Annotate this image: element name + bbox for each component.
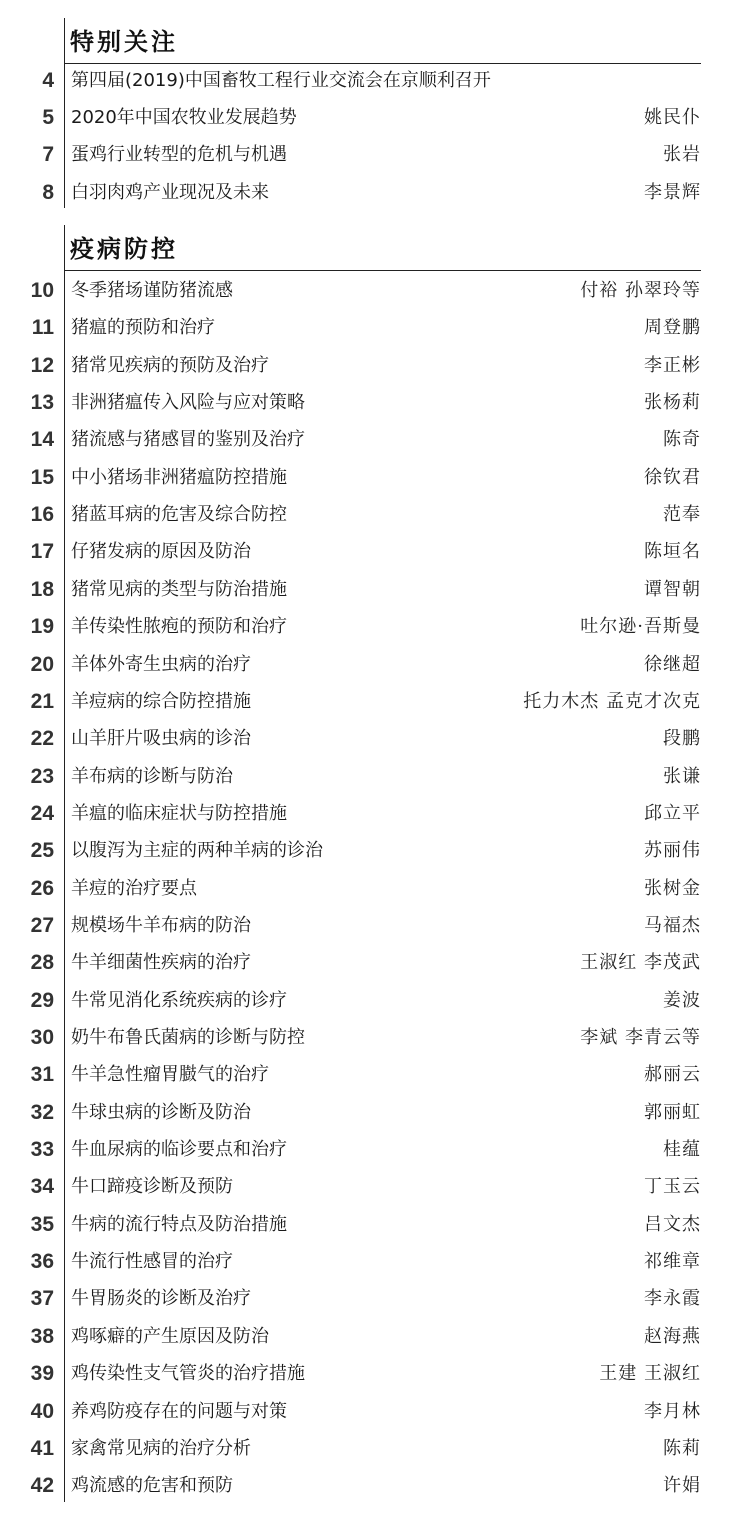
article-title: 非洲猪瘟传入风险与应对策略 [71, 392, 305, 414]
article-title: 山羊肝片吸虫病的诊治 [71, 728, 251, 750]
page-number: 28 [30, 951, 54, 975]
article-title: 第四届(2019)中国畜牧工程行业交流会在京顺利召开 [71, 70, 491, 91]
section-title: 特别关注 [70, 28, 178, 56]
article-author: 张岩 [663, 144, 701, 166]
toc-entry[interactable] [0, 1244, 729, 1281]
article-author: 许娟 [663, 1475, 701, 1497]
toc-entry[interactable] [0, 100, 729, 137]
toc-entry[interactable] [0, 1319, 729, 1356]
article-title: 牛羊急性瘤胃臌气的治疗 [71, 1064, 269, 1086]
toc-entry[interactable] [0, 1356, 729, 1393]
article-author: 桂蕴 [663, 1139, 701, 1161]
toc-entry[interactable] [0, 385, 729, 422]
toc-entry[interactable] [0, 721, 729, 758]
article-author: 陈莉 [663, 1437, 701, 1459]
page-number: 25 [30, 839, 54, 863]
toc-entry[interactable] [0, 796, 729, 833]
page-number: 10 [30, 279, 54, 302]
article-author: 陈奇 [663, 429, 701, 451]
article-title: 羊布病的诊断与防治 [71, 765, 233, 787]
toc-entry[interactable] [0, 63, 729, 100]
page-number: 21 [30, 689, 54, 713]
section-title: 疫病防控 [70, 235, 178, 263]
article-author: 吐尔逊·吾斯曼 [580, 616, 701, 638]
article-author: 陈垣名 [644, 541, 701, 563]
section-header [64, 18, 701, 64]
article-author: 苏丽伟 [644, 840, 701, 862]
article-title: 鸡啄癖的产生原因及防治 [71, 1325, 269, 1347]
toc-entry[interactable] [0, 647, 729, 684]
toc-entry[interactable] [0, 1095, 729, 1132]
page-number: 23 [30, 764, 54, 788]
page-number: 42 [30, 1474, 54, 1498]
article-title: 牛血尿病的临诊要点和治疗 [71, 1139, 287, 1161]
toc-entry[interactable] [0, 871, 729, 908]
page-number: 40 [30, 1399, 54, 1423]
toc-entry[interactable] [0, 759, 729, 796]
article-author: 张杨莉 [644, 392, 701, 414]
page-number: 18 [30, 577, 54, 601]
page-number: 4 [42, 69, 54, 92]
article-title: 牛羊细菌性疾病的治疗 [71, 952, 251, 974]
article-author: 李斌 李青云等 [580, 1027, 701, 1048]
article-title: 牛病的流行特点及防治措施 [71, 1213, 287, 1235]
article-title: 猪常见病的类型与防治措施 [71, 578, 287, 600]
article-title: 冬季猪场谨防猪流感 [71, 280, 233, 301]
article-author: 郝丽云 [644, 1064, 701, 1086]
article-author: 吕文杰 [644, 1213, 701, 1235]
page-number: 32 [30, 1100, 54, 1124]
article-title: 牛常见消化系统疾病的诊疗 [71, 989, 287, 1011]
toc-entry[interactable] [0, 572, 729, 609]
article-author: 王建 王淑红 [599, 1363, 701, 1385]
article-title: 猪常见疾病的预防及治疗 [71, 354, 269, 376]
article-title: 蛋鸡行业转型的危机与机遇 [71, 144, 287, 166]
article-title: 白羽肉鸡产业现况及未来 [71, 181, 269, 203]
page-number: 8 [42, 180, 54, 204]
toc-entry[interactable] [0, 137, 729, 174]
article-title: 猪瘟的预防和治疗 [71, 317, 215, 339]
page-number: 26 [30, 876, 54, 900]
article-author: 丁玉云 [644, 1176, 701, 1198]
toc-entry[interactable] [0, 945, 729, 982]
toc-entry[interactable] [0, 497, 729, 534]
article-author: 张树金 [644, 877, 701, 899]
toc-entry[interactable] [0, 1281, 729, 1318]
toc-entry[interactable] [0, 348, 729, 385]
article-title: 牛口蹄疫诊断及预防 [71, 1176, 233, 1198]
article-title: 牛球虫病的诊断及防治 [71, 1101, 251, 1123]
toc-entry[interactable] [0, 1020, 729, 1057]
page-number: 31 [30, 1063, 54, 1087]
toc-entry[interactable] [0, 1057, 729, 1094]
article-author: 王淑红 李茂武 [580, 952, 701, 974]
toc-entry[interactable] [0, 1169, 729, 1206]
toc-entry[interactable] [0, 1394, 729, 1431]
article-author: 祁维章 [644, 1251, 701, 1273]
article-author: 段鹏 [663, 728, 701, 750]
article-title: 规模场牛羊布病的防治 [71, 914, 251, 936]
page-number: 29 [30, 988, 54, 1012]
article-title: 鸡流感的危害和预防 [71, 1475, 233, 1497]
section-header [64, 225, 701, 271]
page-number: 36 [30, 1250, 54, 1274]
article-author: 姚民仆 [644, 107, 701, 129]
toc-entry[interactable] [0, 310, 729, 347]
article-author: 徐继超 [644, 653, 701, 675]
toc-entry[interactable] [0, 460, 729, 497]
toc-entry[interactable] [0, 983, 729, 1020]
page-number: 41 [30, 1436, 54, 1460]
article-author: 张谦 [663, 765, 701, 787]
page-number: 14 [30, 428, 54, 452]
article-author: 李月林 [644, 1400, 701, 1422]
page-number: 35 [30, 1212, 54, 1236]
toc-entry[interactable] [0, 273, 729, 310]
toc-entry[interactable] [0, 1431, 729, 1468]
article-title: 羊体外寄生虫病的治疗 [71, 653, 251, 675]
page-number: 13 [30, 391, 54, 415]
article-author: 邱立平 [644, 802, 701, 824]
page-number: 19 [30, 615, 54, 639]
page-number: 30 [30, 1026, 54, 1049]
page-number: 37 [30, 1287, 54, 1311]
article-title: 仔猪发病的原因及防治 [71, 541, 251, 563]
toc-entry[interactable] [0, 684, 729, 721]
article-title: 养鸡防疫存在的问题与对策 [71, 1400, 287, 1422]
toc-entry[interactable] [0, 534, 729, 571]
page-number: 7 [42, 143, 54, 167]
page-number: 38 [30, 1324, 54, 1348]
article-author: 姜波 [663, 989, 701, 1011]
article-title: 家禽常见病的治疗分析 [71, 1437, 251, 1459]
article-title: 牛流行性感冒的治疗 [71, 1251, 233, 1273]
article-author: 李永霞 [644, 1288, 701, 1310]
article-author: 李正彬 [644, 354, 701, 376]
page-number: 15 [30, 465, 54, 489]
article-author: 徐钦君 [644, 466, 701, 488]
page-number: 39 [30, 1362, 54, 1386]
toc-entry[interactable] [0, 422, 729, 459]
toc-entry[interactable] [0, 609, 729, 646]
page-number: 16 [30, 503, 54, 527]
toc-entry[interactable] [0, 833, 729, 870]
article-title: 牛胃肠炎的诊断及治疗 [71, 1288, 251, 1310]
article-title: 羊痘病的综合防控措施 [71, 690, 251, 712]
page-number: 17 [30, 540, 54, 564]
page-number: 11 [31, 316, 54, 340]
article-title: 羊瘟的临床症状与防控措施 [71, 802, 287, 824]
toc-entry[interactable] [0, 1207, 729, 1244]
article-title: 奶牛布鲁氏菌病的诊断与防控 [71, 1027, 305, 1048]
page-number: 27 [30, 913, 54, 937]
article-author: 郭丽虹 [644, 1101, 701, 1123]
toc-entry[interactable] [0, 1468, 729, 1505]
page-number: 24 [30, 801, 54, 825]
article-title: 以腹泻为主症的两种羊病的诊治 [71, 840, 323, 862]
page-number: 33 [30, 1138, 54, 1162]
article-author: 赵海燕 [644, 1325, 701, 1347]
page-number: 22 [30, 727, 54, 751]
article-author: 周登鹏 [644, 317, 701, 339]
article-author: 托力木杰 孟克才次克 [523, 690, 701, 712]
article-title: 猪蓝耳病的危害及综合防控 [71, 504, 287, 526]
page-number: 34 [30, 1175, 54, 1199]
toc-entry[interactable] [0, 175, 729, 212]
page-number: 20 [30, 652, 54, 676]
article-author: 付裕 孙翠玲等 [580, 280, 701, 301]
page-number: 5 [42, 106, 54, 130]
article-title: 中小猪场非洲猪瘟防控措施 [71, 466, 287, 488]
article-title: 羊痘的治疗要点 [71, 877, 197, 899]
article-title: 2020年中国农牧业发展趋势 [71, 107, 297, 129]
article-author: 李景辉 [644, 181, 701, 203]
article-author: 范奉 [663, 504, 701, 526]
article-title: 鸡传染性支气管炎的治疗措施 [71, 1363, 305, 1385]
toc-entry[interactable] [0, 1132, 729, 1169]
toc-entry[interactable] [0, 908, 729, 945]
article-author: 马福杰 [644, 914, 701, 936]
article-title: 羊传染性脓疱的预防和治疗 [71, 616, 287, 638]
article-author: 谭智朝 [644, 578, 701, 600]
page-number: 12 [30, 353, 54, 377]
article-title: 猪流感与猪感冒的鉴别及治疗 [71, 429, 305, 451]
